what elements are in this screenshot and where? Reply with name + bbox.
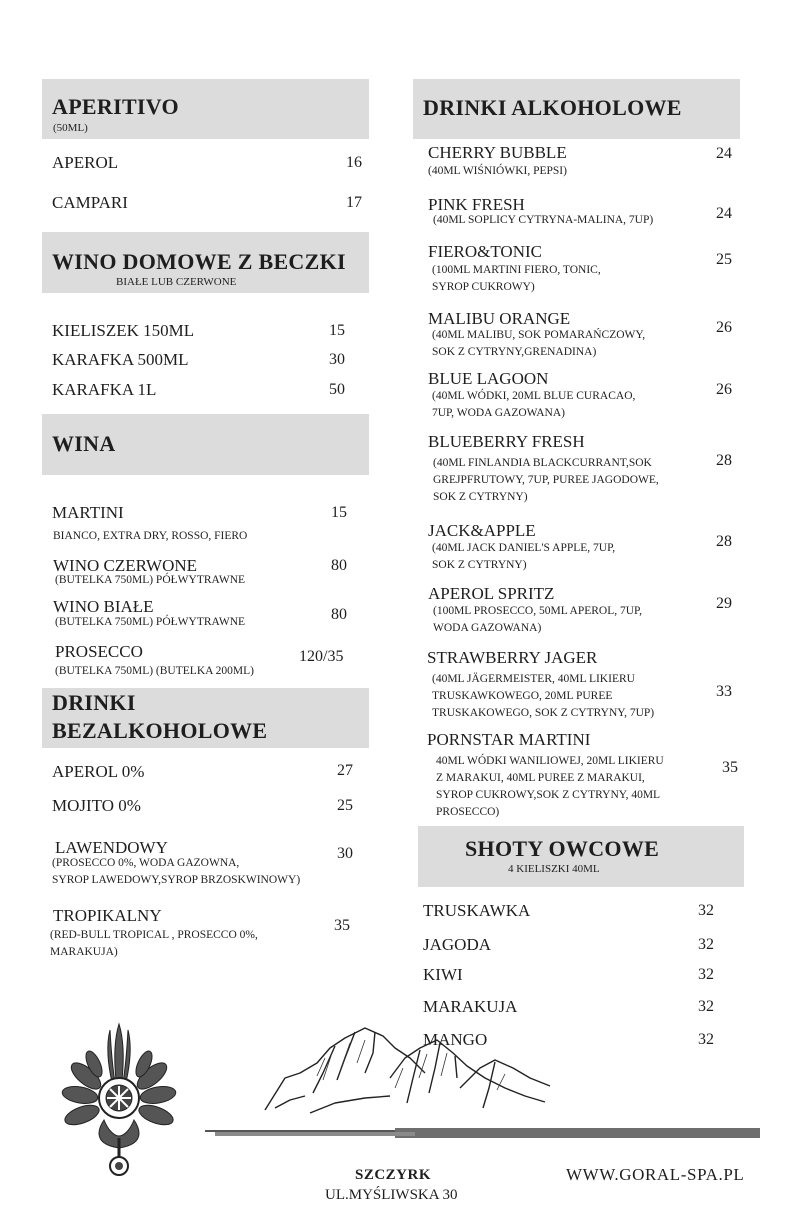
- menu-item-name: JAGODA: [423, 935, 491, 954]
- menu-item-price: 26: [716, 381, 732, 398]
- menu-item-description: (40ML SOPLICY CYTRYNA-MALINA, 7UP): [433, 214, 654, 226]
- menu-item-description: (100ML MARTINI FIERO, TONIC, SYROP CUKROWY): [432, 264, 601, 293]
- menu-item-price: 25: [716, 251, 732, 268]
- menu-item-price: 28: [716, 533, 732, 550]
- menu-item-description: (100ML PROSECCO, 50ML APEROL, 7UP, WODA GAZOWANA): [433, 605, 643, 634]
- menu-item-description: (40ML WÓDKI, 20ML BLUE CURACAO, 7UP, WODA GAZOWANA): [432, 390, 636, 419]
- menu-item-name: PROSECCO: [55, 642, 143, 661]
- wina-title: WINA: [52, 431, 116, 456]
- menu-item-description: (40ML WIŚNIÓWKI, PEPSI): [428, 165, 567, 177]
- menu-item-name: MANGO: [423, 1030, 488, 1049]
- menu-item-price: 17: [346, 194, 362, 211]
- menu-item-price: 120/35: [299, 648, 344, 665]
- menu-item-price: 24: [716, 205, 732, 222]
- footer-website[interactable]: WWW.GORAL-SPA.PL: [566, 1165, 745, 1184]
- wino-domowe-title: WINO DOMOWE Z BECZKI: [52, 249, 346, 274]
- menu-item-name: BLUE LAGOON: [428, 369, 549, 388]
- menu-item-price: 26: [716, 319, 732, 336]
- menu-item-name: MALIBU ORANGE: [428, 309, 571, 328]
- wino-domowe-subtitle: BIAŁE LUB CZERWONE: [116, 276, 237, 288]
- menu-item-name: WINO CZERWONE: [53, 556, 198, 575]
- bezalkoholowe-title-line1: DRINKI: [52, 690, 136, 715]
- menu-item-price: 50: [329, 381, 345, 398]
- menu-item-name: CAMPARI: [52, 193, 128, 212]
- menu-item-price: 28: [716, 452, 732, 469]
- menu-item-price: 29: [716, 595, 732, 612]
- menu-item-price: 32: [698, 998, 714, 1015]
- menu-item-price: 15: [329, 322, 345, 339]
- menu-item-name: TRUSKAWKA: [423, 901, 531, 920]
- menu-item-name: MARTINI: [52, 503, 124, 522]
- menu-item-description: (40ML JACK DANIEL'S APPLE, 7UP, SOK Z CYTRYNY): [432, 542, 616, 571]
- mountains-illustration-icon: [205, 1018, 760, 1143]
- menu-item-description: BIANCO, EXTRA DRY, ROSSO, FIERO: [53, 530, 248, 542]
- menu-item-price: 32: [698, 966, 714, 983]
- menu-item-description: (BUTELKA 750ML) PÓŁWYTRAWNE: [55, 574, 246, 586]
- footer-address: UL.MYŚLIWSKA 30: [325, 1187, 458, 1203]
- menu-item-price: 25: [337, 797, 353, 814]
- menu-item-price: 27: [337, 762, 353, 779]
- menu-item-price: 80: [331, 557, 347, 574]
- menu-item-name: PINK FRESH: [428, 195, 525, 214]
- menu-item-description: (PROSECCO 0%, WODA GAZOWNA, SYROP LAWEDOWY,SYROP BRZOSKWINOWY): [52, 857, 301, 886]
- menu-item-name: KIWI: [423, 965, 463, 984]
- menu-item-name: CHERRY BUBBLE: [428, 143, 567, 162]
- menu-item-name: APEROL 0%: [52, 762, 145, 781]
- menu-item-name: LAWENDOWY: [55, 838, 168, 857]
- menu-item-price: 35: [722, 759, 738, 776]
- menu-item-name: KIELISZEK 150ML: [52, 321, 195, 340]
- menu-item-name: STRAWBERRY JAGER: [427, 648, 598, 667]
- menu-item-description: (BUTELKA 750ML) PÓŁWYTRAWNE: [55, 616, 246, 628]
- menu-item-price: 24: [716, 145, 732, 162]
- goral-parzenica-ornament-icon: [64, 1020, 174, 1180]
- menu-item-name: WINO BIAŁE: [53, 597, 154, 616]
- menu-item-description: (40ML FINLANDIA BLACKCURRANT,SOK GREJPFRUTOWY, 7UP, PUREE JAGODOWE, SOK Z CYTRYNY): [433, 457, 659, 503]
- menu-item-name: APEROL: [52, 153, 119, 172]
- alkoholowe-title: DRINKI ALKOHOLOWE: [423, 95, 682, 120]
- menu-item-name: BLUEBERRY FRESH: [428, 432, 585, 451]
- menu-item-name: KARAFKA 500ML: [52, 350, 189, 369]
- menu-item-price: 30: [329, 351, 345, 368]
- menu-item-name: MARAKUJA: [423, 997, 518, 1016]
- menu-item-price: 33: [716, 683, 732, 700]
- menu-item-price: 30: [337, 845, 353, 862]
- menu-item-description: (BUTELKA 750ML) (BUTELKA 200ML): [55, 665, 254, 677]
- shoty-subtitle: 4 KIELISZKI 40ML: [508, 863, 600, 875]
- menu-item-name: APEROL SPRITZ: [428, 584, 555, 603]
- menu-item-name: KARAFKA 1L: [52, 380, 157, 399]
- aperitivo-subtitle: (50ML): [53, 122, 88, 134]
- menu-item-name: PORNSTAR MARTINI: [427, 730, 591, 749]
- menu-item-description: (40ML JÄGERMEISTER, 40ML LIKIERU TRUSKAWKOWEGO, 20ML PUREE TRUSKAKOWEGO, SOK Z CYTRYNY, 7UP): [432, 673, 655, 719]
- menu-item-price: 32: [698, 1031, 714, 1048]
- menu-item-price: 35: [334, 917, 350, 934]
- menu-item-description: (RED-BULL TROPICAL , PROSECCO 0%, MARAKUJA): [50, 929, 258, 958]
- menu-item-price: 15: [331, 504, 347, 521]
- menu-item-name: FIERO&TONIC: [428, 242, 542, 261]
- menu-item-price: 32: [698, 936, 714, 953]
- menu-item-description: 40ML WÓDKI WANILIOWEJ, 20ML LIKIERU Z MARAKUI, 40ML PUREE Z MARAKUI, SYROP CUKROWY,SOK Z CYTRYNY, 40ML PROSECCO): [436, 755, 664, 818]
- menu-item-name: TROPIKALNY: [53, 906, 162, 925]
- footer-city: SZCZYRK: [355, 1167, 432, 1183]
- bezalkoholowe-title-line2: BEZALKOHOLOWE: [52, 718, 268, 743]
- menu-item-price: 32: [698, 902, 714, 919]
- menu-item-price: 16: [346, 154, 362, 171]
- menu-item-name: JACK&APPLE: [428, 521, 536, 540]
- aperitivo-title: APERITIVO: [52, 94, 179, 119]
- menu-item-name: MOJITO 0%: [52, 796, 141, 815]
- menu-item-price: 80: [331, 606, 347, 623]
- menu-item-description: (40ML MALIBU, SOK POMARAŃCZOWY, SOK Z CYTRYNY,GRENADINA): [432, 329, 646, 358]
- shoty-title: SHOTY OWCOWE: [465, 836, 660, 861]
